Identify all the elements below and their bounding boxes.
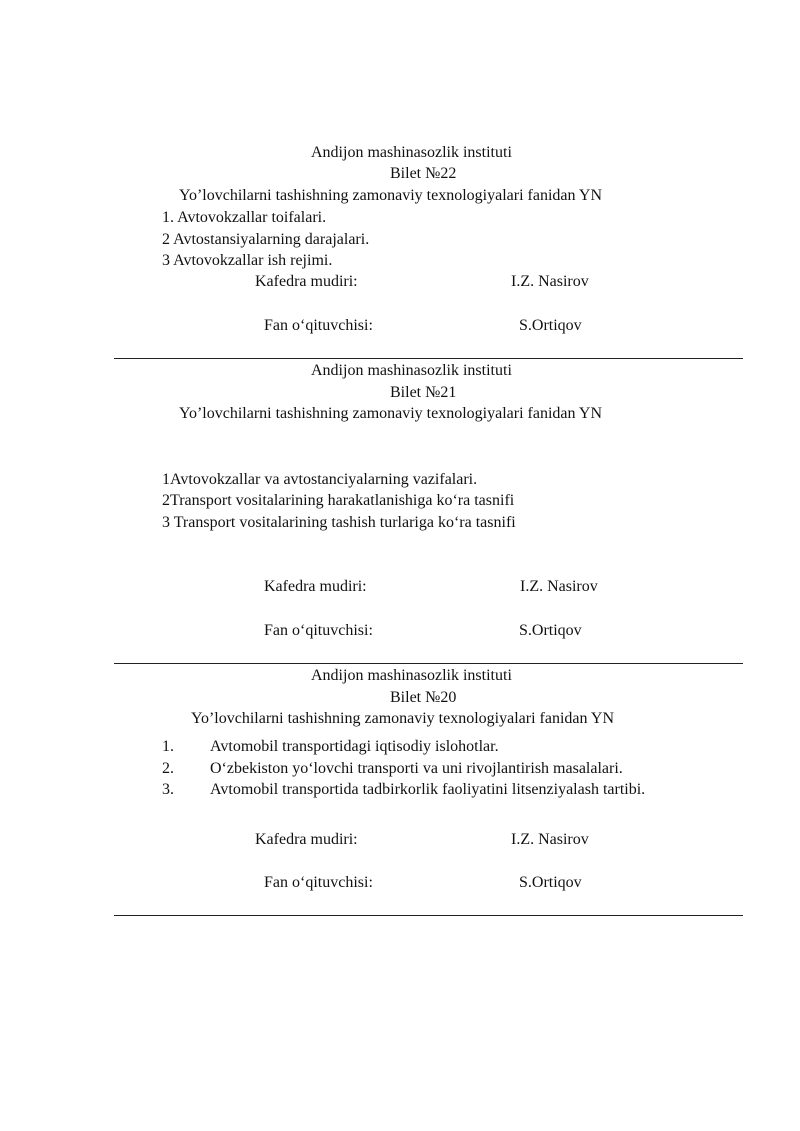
teacher-label: Fan o‘qituvchisi: [264,622,373,639]
head-label: Kafedra mudiri: [255,831,358,848]
question-3: 3 Transport vositalarining tashish turlariga ko‘ra tasnifi [162,514,516,531]
question-2: O‘zbekiston yo‘lovchi transporti va uni rivojlantirish masalalari. [210,760,623,777]
institute-name: Andijon mashinasozlik instituti [311,362,512,379]
question-2-number: 2. [162,760,174,777]
teacher-label: Fan o‘qituvchisi: [264,874,373,891]
institute-name: Andijon mashinasozlik instituti [311,667,512,684]
teacher-label: Fan o‘qituvchisi: [264,317,373,334]
separator-line [114,663,743,664]
question-3: Avtomobil transportida tadbirkorlik faoliyatini litsenziyalash tartibi. [210,781,646,798]
question-3: 3 Avtovokzallar ish rejimi. [162,252,333,269]
head-label: Kafedra mudiri: [264,578,367,595]
question-2: 2 Avtostansiyalarning darajalari. [162,231,370,248]
head-label: Kafedra mudiri: [255,273,358,290]
head-name: I.Z. Nasirov [511,273,589,290]
separator-line [114,358,743,359]
teacher-name: S.Ortiqov [519,622,582,639]
teacher-name: S.Ortiqov [519,874,582,891]
question-1-number: 1. [162,738,174,755]
ticket-number: Bilet №20 [390,689,457,706]
ticket-number: Bilet №21 [390,384,457,401]
subject-title: Yo’lovchilarni tashishning zamonaviy texnologiyalari fanidan YN [179,187,603,204]
question-2: 2Transport vositalarining harakatlanishiga ko‘ra tasnifi [162,492,515,509]
teacher-name: S.Ortiqov [519,317,582,334]
subject-title: Yo’lovchilarni tashishning zamonaviy texnologiyalari fanidan YN [191,710,615,727]
ticket-number: Bilet №22 [390,165,457,182]
head-name: I.Z. Nasirov [520,578,598,595]
question-1: 1. Avtovokzallar toifalari. [162,209,327,226]
subject-title: Yo’lovchilarni tashishning zamonaviy texnologiyalari fanidan YN [179,405,603,422]
question-1: 1Avtovokzallar va avtostanciyalarning vazifalari. [162,471,478,488]
separator-line [114,915,743,916]
institute-name: Andijon mashinasozlik instituti [311,144,512,161]
head-name: I.Z. Nasirov [511,831,589,848]
question-1: Avtomobil transportidagi iqtisodiy islohotlar. [210,738,499,755]
question-3-number: 3. [162,781,174,798]
